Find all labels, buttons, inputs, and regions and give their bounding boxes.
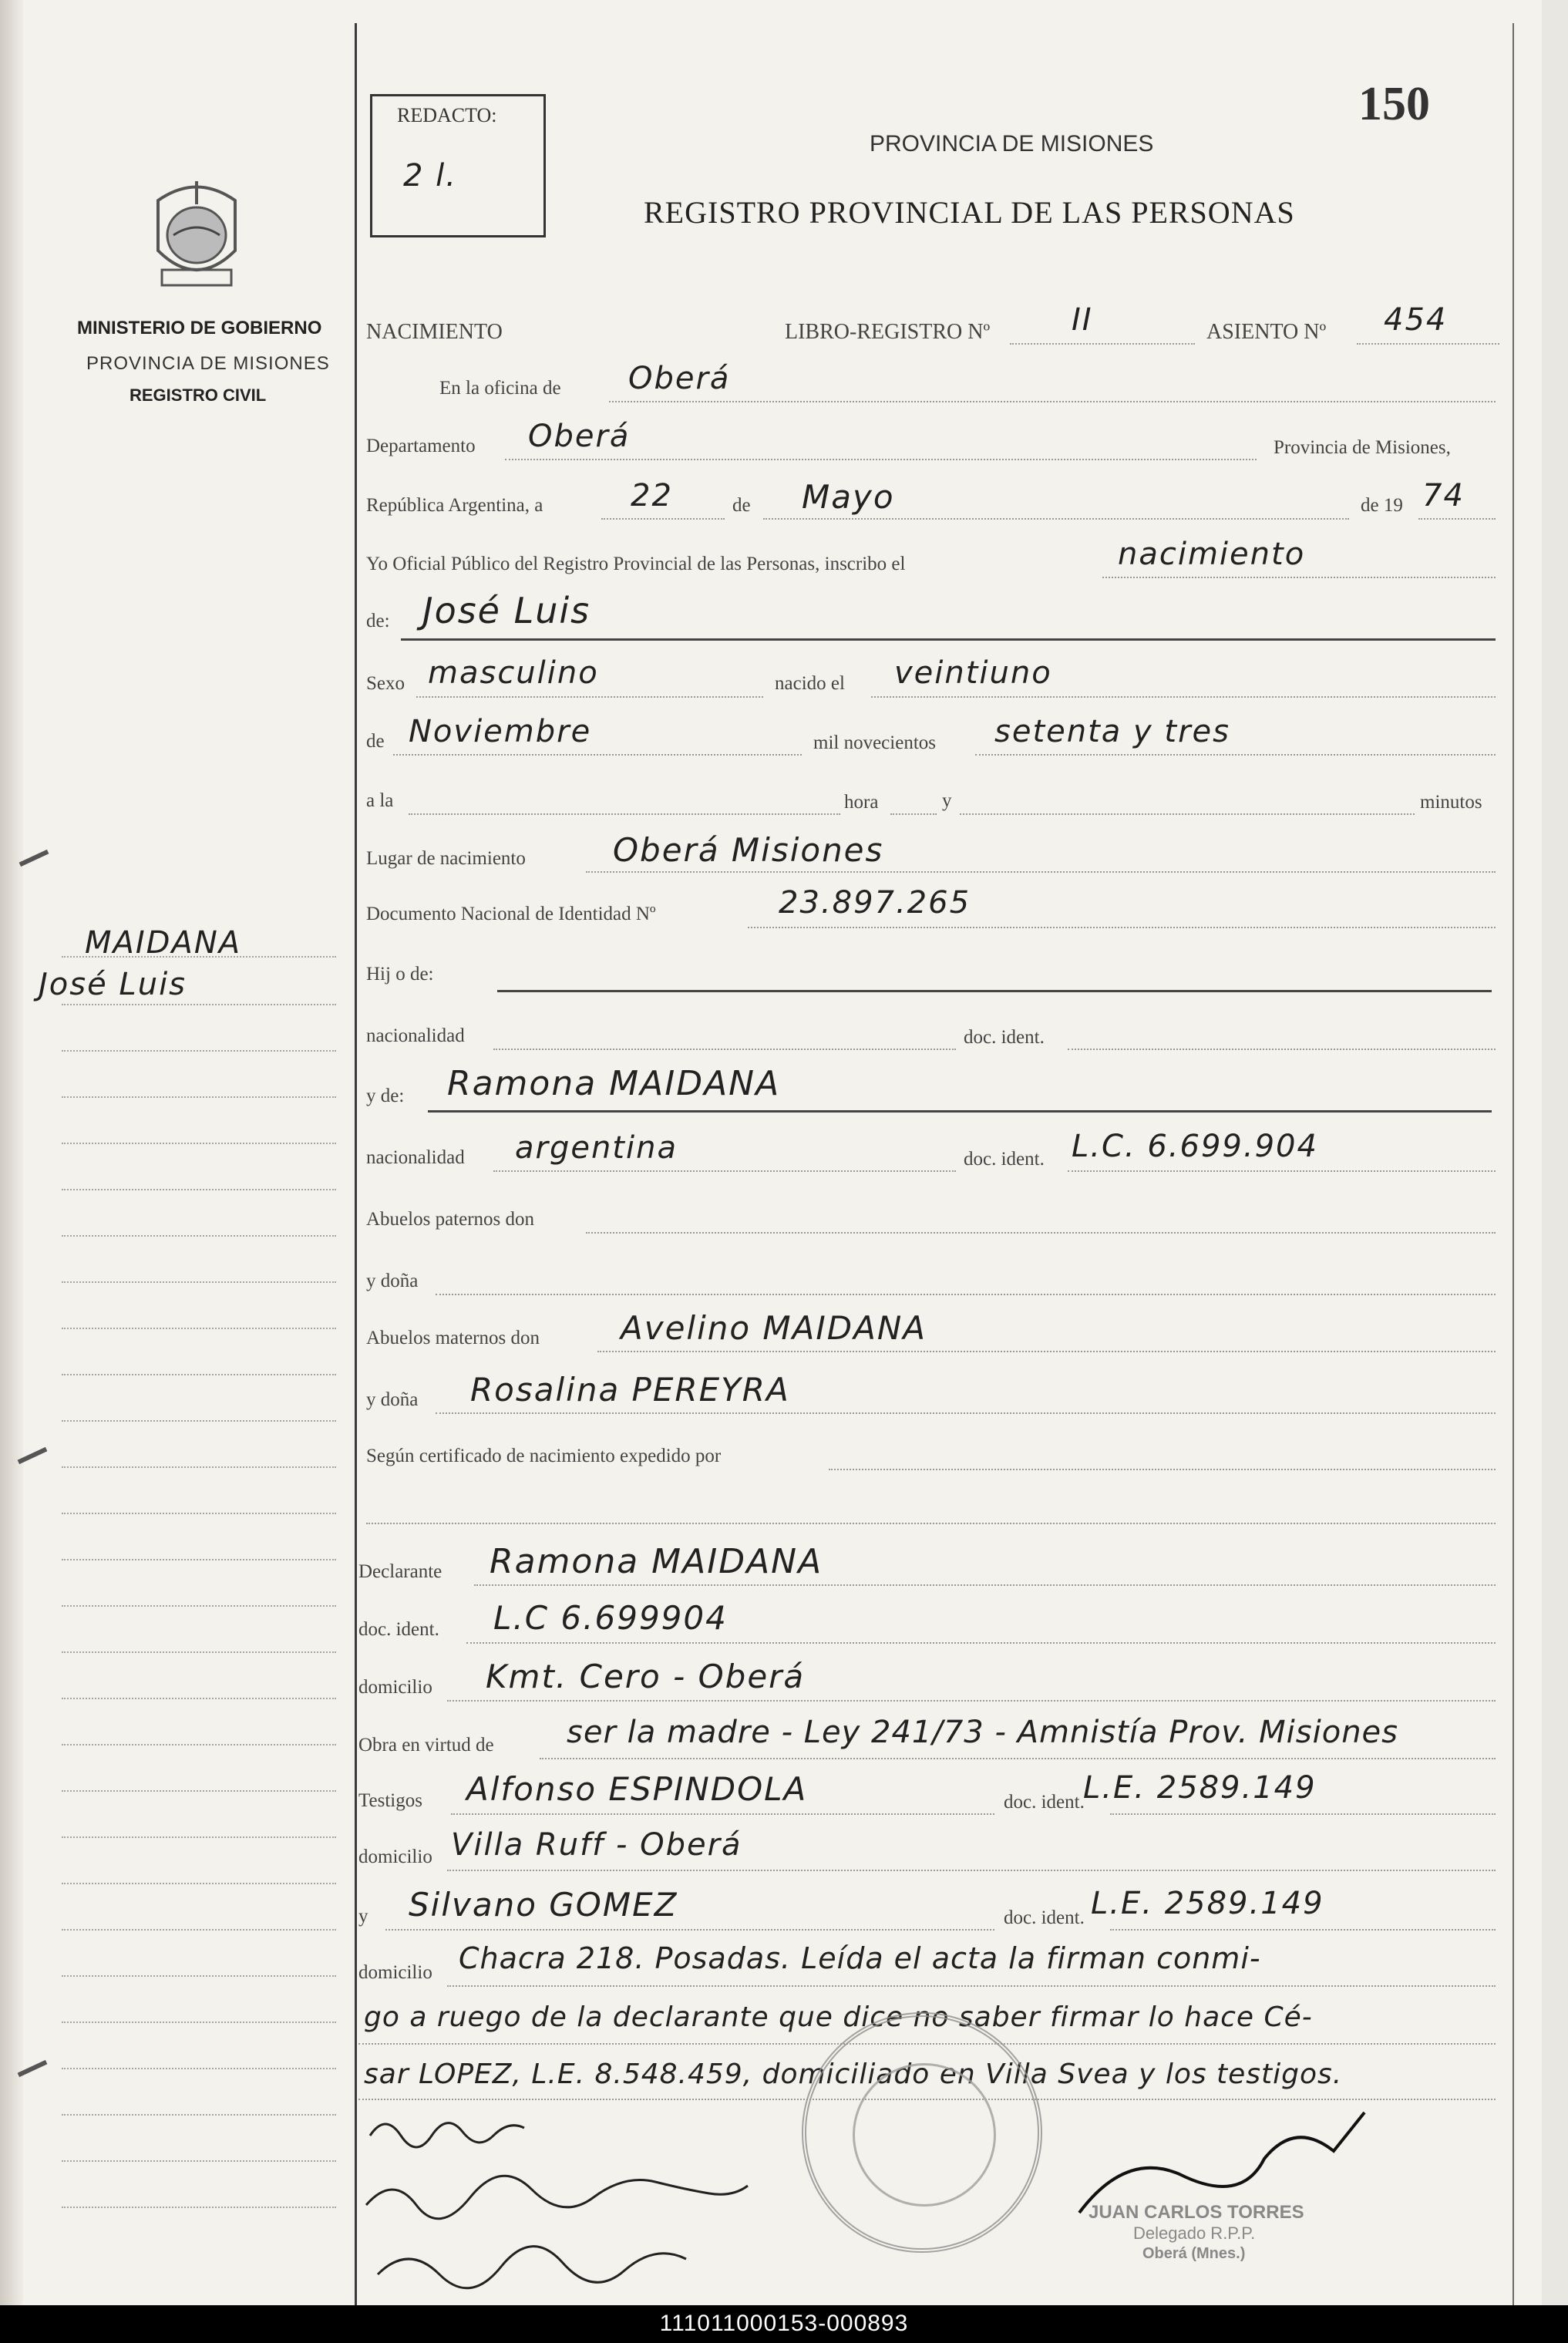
ydona2-label: y doña — [366, 1389, 419, 1410]
nacimiento-label: NACIMIENTO — [366, 320, 503, 344]
oficina-value: Oberá — [628, 361, 731, 396]
domicilio3-value: Chacra 218. Posadas. Leída el acta la firman conmi- — [459, 1941, 1261, 1975]
asiento-value: 454 — [1384, 302, 1448, 338]
domicilio2-value: Villa Ruff - Oberá — [451, 1827, 742, 1863]
docident2-label: doc. ident. — [964, 1149, 1045, 1170]
docident1-label: doc. ident. — [964, 1027, 1045, 1048]
provincia-label: Provincia de Misiones, — [1274, 437, 1451, 458]
hijo-label: Hij o de: — [366, 964, 434, 985]
header-province: PROVINCIA DE MISIONES — [870, 131, 1154, 157]
province-line: PROVINCIA DE MISIONES — [86, 353, 330, 374]
segun-label: Según certificado de nacimiento expedido por — [366, 1446, 722, 1466]
right-border — [1512, 23, 1514, 2305]
redacto-box — [370, 94, 546, 237]
official-place: Oberá (Mnes.) — [1142, 2245, 1246, 2262]
lugar-label: Lugar de nacimiento — [366, 848, 526, 869]
dia-value: 22 — [631, 478, 673, 513]
libro-label: LIBRO-REGISTRO Nº — [785, 320, 991, 344]
dni-label: Documento Nacional de Identidad Nº — [366, 904, 656, 924]
official-title: Delegado R.P.P. — [1133, 2223, 1256, 2243]
sexo-label: Sexo — [366, 673, 405, 694]
nacionalidad2-value: argentina — [515, 1130, 678, 1166]
mes-value: Mayo — [802, 478, 895, 516]
ydona1-label: y doña — [366, 1271, 419, 1291]
abuelos-maternos-label: Abuelos maternos don — [366, 1328, 540, 1348]
nacido-value: veintiuno — [894, 655, 1052, 691]
official-stamp-icon — [802, 2012, 1042, 2253]
anio-nacimiento-value: setenta y tres — [994, 714, 1230, 749]
yde-label: y de: — [366, 1086, 405, 1106]
nacionalidad2-label: nacionalidad — [366, 1147, 465, 1168]
ministry-line: MINISTERIO DE GOBIERNO — [77, 318, 322, 338]
anio-value: 74 — [1422, 478, 1465, 513]
margin-given-name: José Luis — [39, 967, 187, 1002]
docident4-value: L.E. 2589.149 — [1083, 1770, 1317, 1806]
continuation-line-1: go a ruego de la declarante que dice no saber firmar lo hace Cé- — [364, 2001, 1313, 2033]
redacto-value: 2 l. — [403, 158, 457, 194]
republica-label: República Argentina, a — [366, 495, 543, 516]
oficial-value: nacimiento — [1118, 537, 1306, 572]
y-label: y — [942, 790, 952, 811]
name-underline — [401, 638, 1496, 641]
de2-label: de — [366, 731, 385, 752]
docident5-value: L.E. 2589.149 — [1091, 1886, 1324, 1921]
domicilio1-value: Kmt. Cero - Oberá — [486, 1658, 806, 1695]
declarante-label: Declarante — [358, 1561, 442, 1582]
registro-civil-line: REGISTRO CIVIL — [130, 385, 267, 405]
file-id: 111011000153-000893 — [659, 2311, 909, 2336]
obra-label: Obra en virtud de — [358, 1735, 494, 1756]
testigo2-value: Silvano GOMEZ — [409, 1886, 678, 1924]
signatures-scribble — [362, 2105, 763, 2298]
libro-value: II — [1072, 302, 1093, 338]
declarante-value: Ramona MAIDANA — [490, 1542, 823, 1581]
domicilio3-label: domicilio — [358, 1962, 432, 1983]
docident3-label: doc. ident. — [358, 1619, 439, 1640]
ala-label: a la — [366, 790, 394, 811]
name-de-label: de: — [366, 611, 390, 631]
abuela-materna-value: Rosalina PEREYRA — [470, 1371, 790, 1409]
mother-underline — [428, 1110, 1492, 1113]
staple-mark — [19, 850, 49, 867]
domicilio2-label: domicilio — [358, 1846, 432, 1867]
page-fold-shadow — [0, 0, 23, 2305]
child-name-value: José Luis — [422, 590, 591, 631]
redacto-label: REDACTO: — [397, 104, 497, 126]
departamento-value: Oberá — [528, 419, 631, 454]
domicilio1-label: domicilio — [358, 1677, 432, 1698]
mil-novecientos-label: mil novecientos — [813, 732, 936, 753]
obra-value: ser la madre - Ley 241/73 - Amnistía Prov. Misiones — [567, 1715, 1398, 1750]
abuelos-paternos-label: Abuelos paternos don — [366, 1209, 535, 1230]
mes-nacimiento-value: Noviembre — [409, 714, 592, 749]
sexo-value: masculino — [428, 655, 599, 691]
de19-label: de 19 — [1361, 495, 1403, 516]
mother-name-value: Ramona MAIDANA — [447, 1064, 781, 1103]
margin-surname: MAIDANA — [85, 925, 242, 961]
de-label: de — [732, 495, 751, 516]
oficina-label: En la oficina de — [439, 378, 561, 399]
testigos-label: Testigos — [358, 1790, 422, 1811]
abuelo-materno-value: Avelino MAIDANA — [621, 1309, 927, 1347]
oficial-label: Yo Oficial Público del Registro Provincial de las Personas, inscribo el — [366, 554, 906, 574]
docident3-value: L.C 6.699904 — [493, 1599, 728, 1637]
testigo1-value: Alfonso ESPINDOLA — [466, 1770, 808, 1808]
header-title: REGISTRO PROVINCIAL DE LAS PERSONAS — [644, 195, 1295, 230]
departamento-label: Departamento — [366, 436, 476, 456]
y2-label: y — [358, 1906, 368, 1927]
lugar-value: Oberá Misiones — [613, 831, 884, 869]
hora-label: hora — [844, 792, 879, 813]
continuation-line-2: sar LOPEZ, L.E. 8.548.459, domiciliado en Villa Svea y los testigos. — [364, 2059, 1343, 2090]
docident4-label: doc. ident. — [1004, 1792, 1085, 1813]
margin-divider — [355, 23, 357, 2305]
asiento-label: ASIENTO Nº — [1206, 320, 1327, 344]
nacido-label: nacido el — [775, 673, 845, 694]
coat-of-arms-icon — [143, 173, 251, 297]
page-number: 150 — [1358, 78, 1430, 130]
docident5-label: doc. ident. — [1004, 1907, 1085, 1928]
official-name: JUAN CARLOS TORRES — [1089, 2202, 1304, 2223]
father-underline — [497, 990, 1492, 992]
dni-value: 23.897.265 — [779, 885, 971, 921]
nacionalidad1-label: nacionalidad — [366, 1025, 465, 1046]
docident2-value: L.C. 6.699.904 — [1072, 1129, 1318, 1164]
minutos-label: minutos — [1420, 792, 1482, 813]
